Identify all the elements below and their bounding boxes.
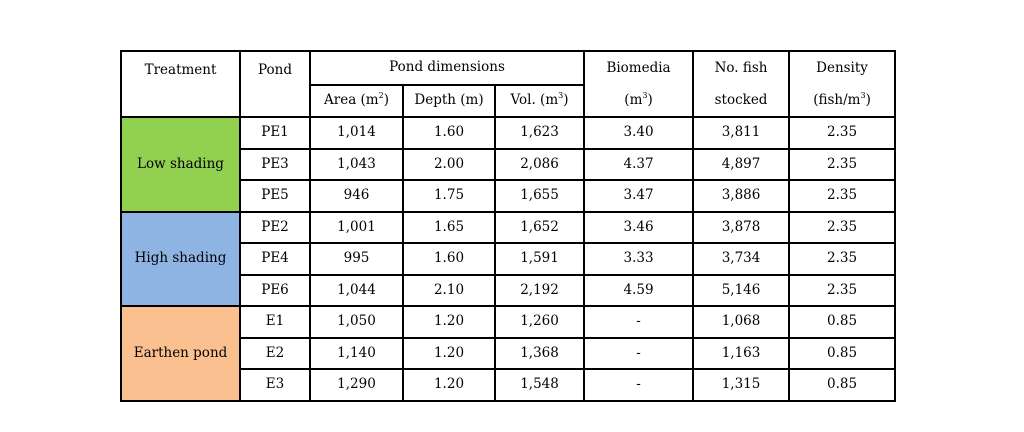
cell-fish: 3,811 xyxy=(693,117,789,149)
cell-biomedia: 4.59 xyxy=(584,275,693,307)
cell-fish: 1,163 xyxy=(693,338,789,370)
cell-area: 1,050 xyxy=(310,306,403,338)
cell-depth: 1.60 xyxy=(403,117,495,149)
cell-area: 1,001 xyxy=(310,212,403,244)
header-area: Area $(m^2)$ xyxy=(310,85,403,117)
treatment-earthen-pond: Earthen pond xyxy=(121,306,240,401)
cell-density: 0.85 xyxy=(789,338,895,370)
cell-depth: 1.20 xyxy=(403,338,495,370)
cell-biomedia: - xyxy=(584,338,693,370)
cell-area: 1,290 xyxy=(310,369,403,401)
header-biomedia xyxy=(584,51,693,117)
cell-biomedia: - xyxy=(584,306,693,338)
cell-depth: 1.75 xyxy=(403,180,495,212)
cell-density: 2.35 xyxy=(789,243,895,275)
cell-vol: 1,652 xyxy=(495,212,584,244)
cell-area: 1,044 xyxy=(310,275,403,307)
cell-fish: 3,886 xyxy=(693,180,789,212)
cell-fish: 5,146 xyxy=(693,275,789,307)
cell-area: 946 xyxy=(310,180,403,212)
cell-depth: 1.60 xyxy=(403,243,495,275)
cell-biomedia: 4.37 xyxy=(584,149,693,181)
cell-fish: 3,734 xyxy=(693,243,789,275)
pond-stocking-table xyxy=(120,50,896,402)
table-row xyxy=(121,306,895,338)
header-biomedia-label: Biomedia xyxy=(606,60,671,76)
cell-fish: 1,315 xyxy=(693,369,789,401)
cell-fish: 3,878 xyxy=(693,212,789,244)
header-no-fish-label: No. fish xyxy=(714,60,768,76)
cell-biomedia: 3.40 xyxy=(584,117,693,149)
cell-vol: 1,655 xyxy=(495,180,584,212)
cell-density: 2.35 xyxy=(789,275,895,307)
treatment-high-shading: High shading xyxy=(121,212,240,307)
cell-density: 2.35 xyxy=(789,212,895,244)
cell-density: 2.35 xyxy=(789,117,895,149)
cell-vol: 1,260 xyxy=(495,306,584,338)
cell-pond: PE3 xyxy=(240,149,310,181)
header-pond-dimensions: Pond dimensions xyxy=(310,51,584,85)
header-vol: Vol. $(m^3)$ xyxy=(495,85,584,117)
cell-density: 2.35 xyxy=(789,180,895,212)
cell-vol: 2,086 xyxy=(495,149,584,181)
cell-vol: 1,368 xyxy=(495,338,584,370)
treatment-low-shading: Low shading xyxy=(121,117,240,212)
cell-density: 0.85 xyxy=(789,369,895,401)
header-biomedia-unit: $(m^3)$ xyxy=(624,91,653,108)
header-density xyxy=(789,51,895,117)
cell-biomedia: 3.46 xyxy=(584,212,693,244)
header-stocked-label: stocked xyxy=(714,92,768,108)
cell-vol: 1,591 xyxy=(495,243,584,275)
cell-depth: 1.65 xyxy=(403,212,495,244)
header-density-unit: $(fish/m^3)$ xyxy=(813,91,871,108)
header-treatment: Treatment xyxy=(121,51,240,117)
cell-depth: 2.10 xyxy=(403,275,495,307)
header-no-fish-stocked xyxy=(693,51,789,117)
cell-fish: 4,897 xyxy=(693,149,789,181)
cell-depth: 1.20 xyxy=(403,306,495,338)
cell-fish: 1,068 xyxy=(693,306,789,338)
cell-area: 995 xyxy=(310,243,403,275)
cell-pond: PE6 xyxy=(240,275,310,307)
cell-density: 2.35 xyxy=(789,149,895,181)
cell-pond: PE5 xyxy=(240,180,310,212)
header-pond: Pond xyxy=(240,51,310,117)
cell-pond: E1 xyxy=(240,306,310,338)
header-density-label: Density xyxy=(816,60,868,76)
cell-pond: PE2 xyxy=(240,212,310,244)
cell-biomedia: 3.33 xyxy=(584,243,693,275)
cell-biomedia: - xyxy=(584,369,693,401)
cell-vol: 2,192 xyxy=(495,275,584,307)
cell-depth: 2.00 xyxy=(403,149,495,181)
cell-pond: E2 xyxy=(240,338,310,370)
cell-area: 1,043 xyxy=(310,149,403,181)
header-row-1 xyxy=(121,51,895,85)
cell-density: 0.85 xyxy=(789,306,895,338)
cell-pond: PE1 xyxy=(240,117,310,149)
cell-depth: 1.20 xyxy=(403,369,495,401)
cell-pond: E3 xyxy=(240,369,310,401)
table-row xyxy=(121,117,895,149)
cell-area: 1,014 xyxy=(310,117,403,149)
table-row xyxy=(121,212,895,244)
cell-pond: PE4 xyxy=(240,243,310,275)
cell-biomedia: 3.47 xyxy=(584,180,693,212)
header-depth: Depth (m) xyxy=(403,85,495,117)
cell-area: 1,140 xyxy=(310,338,403,370)
cell-vol: 1,548 xyxy=(495,369,584,401)
cell-vol: 1,623 xyxy=(495,117,584,149)
